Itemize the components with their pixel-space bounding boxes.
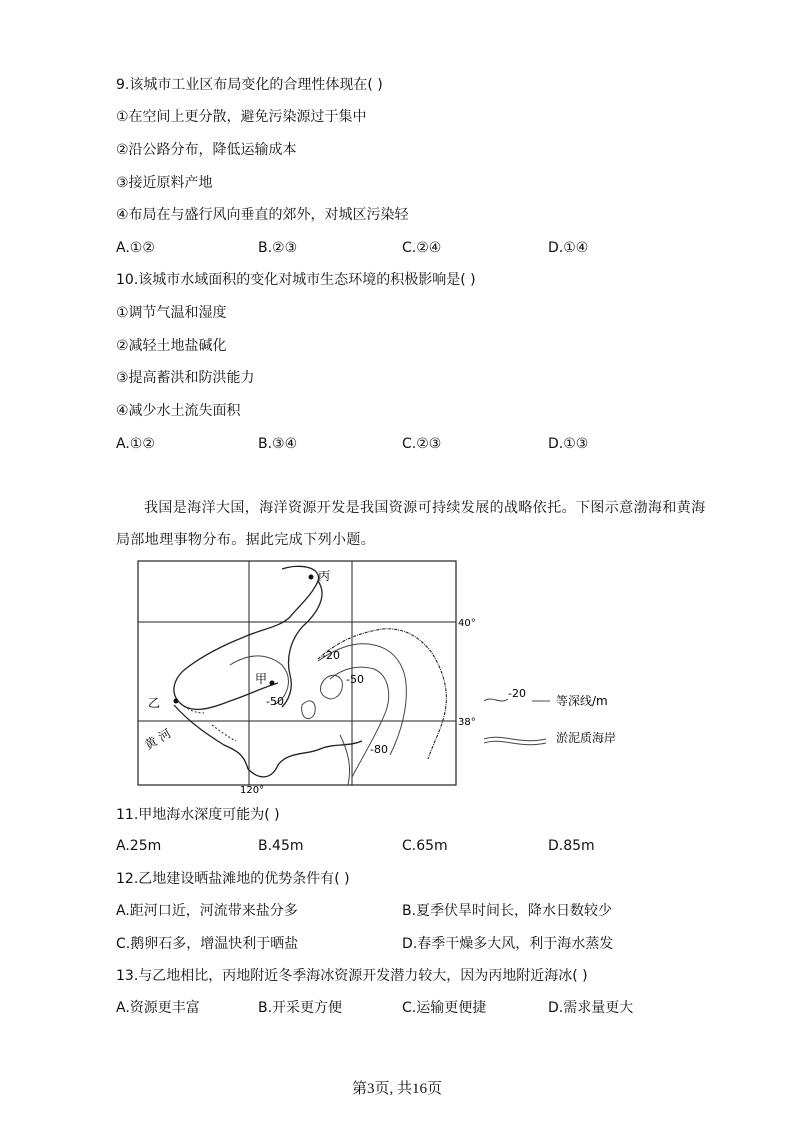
label-jia: 甲 — [255, 672, 268, 686]
bohai-west-coast — [174, 566, 319, 709]
legend-coast-symbol-1 — [484, 737, 546, 740]
shandong-coast — [174, 705, 362, 777]
marker-bing — [309, 575, 314, 580]
q9-option-a: A.①② — [116, 240, 155, 256]
isobath-inner — [320, 675, 342, 699]
q10-item-3: ③提高蓄洪和防洪能力 — [116, 370, 255, 386]
q10-option-c: C.②③ — [402, 436, 442, 452]
muddy-coast-yi — [178, 701, 204, 713]
q12-option-a: A.距河口近，河流带来盐分多 — [116, 903, 298, 919]
q9-option-d: D.①④ — [548, 240, 589, 256]
legend-isobath-symbol — [484, 699, 508, 701]
legend-coast-label: 淤泥质海岸 — [556, 731, 617, 745]
q13-stem: 13.与乙地相比，丙地附近冬季海冰资源开发潜力较大，因为丙地附近海冰( ) — [116, 968, 588, 984]
q13-option-c: C.运输更便捷 — [402, 1000, 487, 1016]
legend-isobath-label: 等深线/m — [556, 694, 608, 708]
label-lat-40: 40° — [458, 618, 476, 629]
q12-option-d: D.春季干燥多大风，利于海水蒸发 — [402, 936, 614, 952]
q10-option-d: D.①③ — [548, 436, 589, 452]
q10-option-a: A.①② — [116, 436, 155, 452]
q13-option-d: D.需求量更大 — [548, 1000, 634, 1016]
q10-option-b: B.③④ — [258, 436, 298, 452]
q12-stem: 12.乙地建设晒盐滩地的优势条件有( ) — [116, 871, 350, 887]
q11-option-a: A.25m — [116, 838, 162, 854]
page-footer: 第3页, 共16页 — [351, 1081, 442, 1097]
reading-passage: 我国是海洋大国，海洋资源开发是我国资源可持续发展的战略依托。下图示意渤海和黄海局部地理事物分布。据此完成下列小题。 — [116, 500, 706, 548]
q10-item-2: ②减轻土地盐碱化 — [116, 338, 227, 354]
q13-option-b: B.开采更方便 — [258, 1000, 343, 1016]
map-frame — [138, 561, 456, 785]
q9-option-c: C.②④ — [402, 240, 442, 256]
depth-label-50-jia: -50 — [266, 695, 284, 708]
q9-item-1: ①在空间上更分散，避免污染源过于集中 — [116, 109, 367, 125]
legend-coast-symbol-2 — [484, 741, 546, 744]
legend-isobath-sample: -20 — [508, 687, 526, 700]
q13-option-a: A.资源更丰富 — [116, 1000, 200, 1016]
q9-item-2: ②沿公路分布，降低运输成本 — [116, 142, 297, 158]
q10-item-4: ④减少水土流失面积 — [116, 403, 241, 419]
q12-option-c: C.鹅卵石多，增温快利于晒盐 — [116, 936, 299, 952]
label-lat-38: 38° — [458, 717, 476, 728]
q11-option-c: C.65m — [402, 838, 448, 854]
muddy-coast-huanghe — [212, 725, 236, 741]
q9-item-4: ④布局在与盛行风向垂直的郊外，对城区污染轻 — [116, 207, 409, 223]
q9-option-b: B.②③ — [258, 240, 298, 256]
q9-item-3: ③接近原料产地 — [116, 175, 213, 191]
q10-stem: 10.该城市水域面积的变化对城市生态环境的积极影响是( ) — [116, 272, 476, 288]
depth-label-50-east: -50 — [346, 673, 364, 686]
isobath-jia-50 — [302, 701, 316, 719]
bohai-yellow-sea-map — [112, 555, 652, 795]
q12-option-b: B.夏季伏旱时间长，降水日数较少 — [402, 903, 613, 919]
q10-item-1: ①调节气温和湿度 — [116, 305, 227, 321]
isobath-80 — [340, 735, 350, 785]
q11-option-d: D.85m — [548, 838, 595, 854]
q9-stem: 9.该城市工业区布局变化的合理性体现在( ) — [116, 77, 383, 93]
label-lon-120: 120° — [240, 785, 265, 795]
q11-stem: 11.甲地海水深度可能为( ) — [116, 807, 280, 823]
depth-label-80: -80 — [370, 743, 388, 756]
marker-jia — [270, 681, 275, 686]
label-yi: 乙 — [148, 696, 161, 710]
label-huanghe: 黄 河 — [142, 726, 174, 753]
label-bing: 丙 — [318, 569, 331, 583]
q11-option-b: B.45m — [258, 838, 304, 854]
marker-yi — [174, 699, 179, 704]
depth-label-20: -20 — [322, 649, 340, 662]
